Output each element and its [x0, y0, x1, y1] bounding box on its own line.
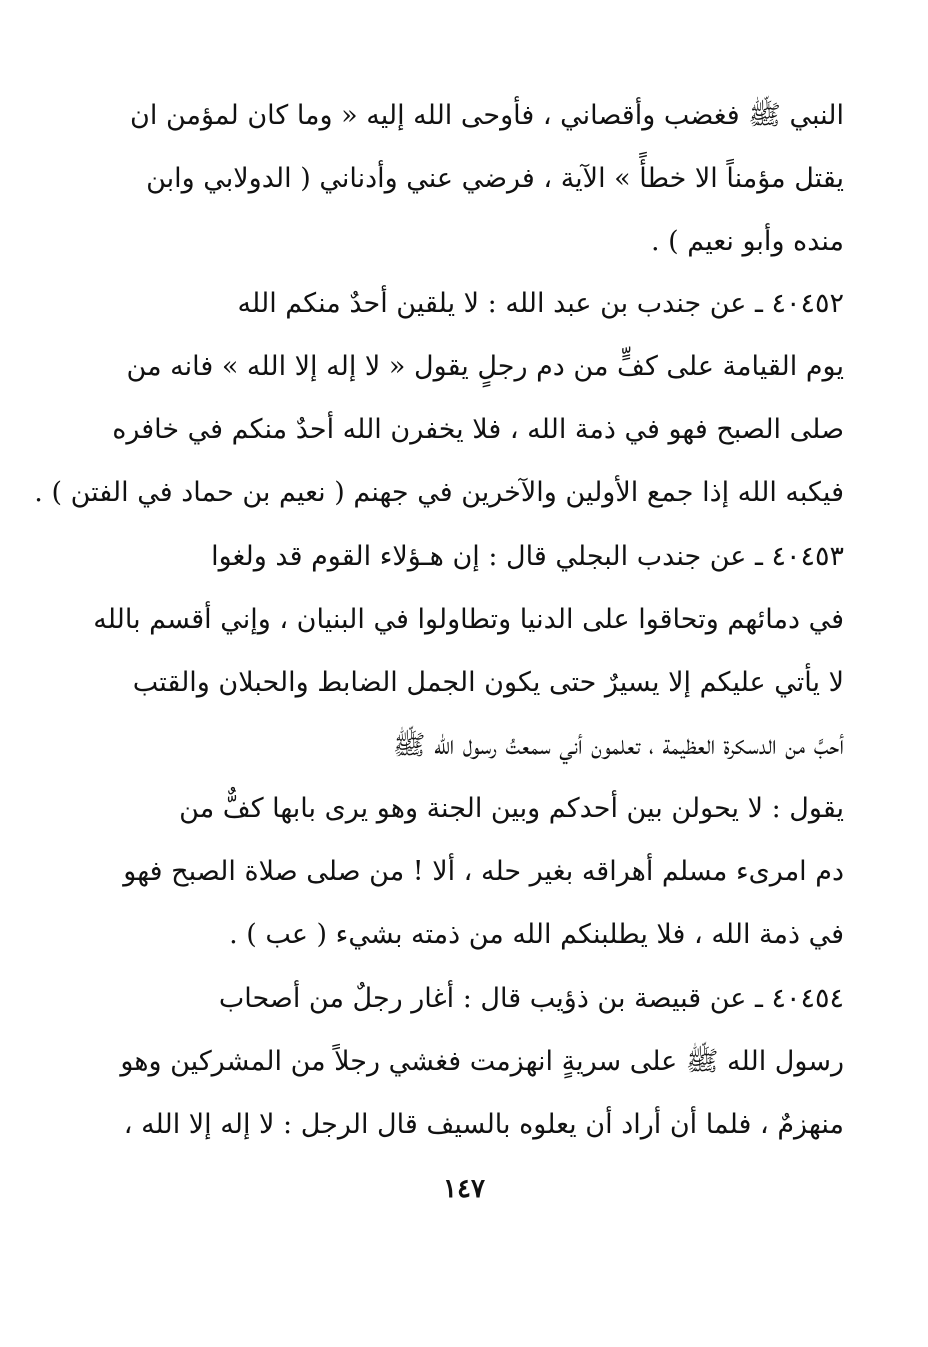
hadith-40453	[93, 525, 844, 966]
text-line: يوم القيامة على كفٍّ من دم رجلٍ يقول « لا إله إلا الله » فانه من	[126, 351, 844, 382]
hadith-40454	[120, 967, 844, 1156]
text-line: منهزمٌ ، فلما أن أراد أن يعلوه بالسيف قال الرجل : لا إله إلا الله ،	[123, 1109, 844, 1140]
text-line: صلى الصبح فهو في ذمة الله ، فلا يخفرن الله أحدٌ منكم في خافره	[112, 414, 844, 445]
text-line: أحبَّ من الدسكرة العظيمة ، تعلمون أني سمعتُ رسول الله ﷺ	[392, 730, 844, 761]
text-line: النبي ﷺ فغضب وأقصاني ، فأوحى الله إليه « وما كان لمؤمن ان	[130, 100, 844, 131]
text-line: في دمائهم وتحاقوا على الدنيا وتطاولوا في البنيان ، وإني أقسم بالله	[93, 604, 844, 635]
text-line: دم امرىء مسلم أهراقه بغير حله ، ألا ! من صلى صلاة الصبح فهو	[123, 856, 844, 887]
text-line: يقتل مؤمناً الا خطأً » الآية ، فرضي عني وأدناني ( الدولابي وابن	[146, 163, 844, 194]
text-line: فيكبه الله إذا جمع الأولين والآخرين في جهنم ( نعيم بن حماد في الفتن ) .	[34, 477, 844, 508]
text-line: ٤٠٤٥٤ ـ عن قبيصة بن ذؤيب قال : أغار رجلٌ من أصحاب	[218, 983, 844, 1014]
text-line: ٤٠٤٥٢ ـ عن جندب بن عبد الله : لا يلقين أحدٌ منكم الله	[237, 288, 844, 319]
page-number: ١٤٧	[443, 1174, 485, 1204]
text-line: لا يأتي عليكم إلا يسيرٌ حتى يكون الجمل الضابط والحبلان والقتب	[132, 667, 844, 698]
text-line: منده وأبو نعيم ) .	[650, 226, 844, 257]
text-line: رسول الله ﷺ على سريةٍ انهزمت فغشي رجلاً من المشركين وهو	[120, 1046, 844, 1077]
text-line: في ذمة الله ، فلا يطلبنكم الله من ذمته بشيء ( عب ) .	[229, 919, 844, 950]
hadith-40452	[34, 272, 844, 524]
text-line: ٤٠٤٥٣ ـ عن جندب البجلي قال : إن هـؤلاء القوم قد ولغوا	[211, 541, 844, 572]
paragraph-continuation	[132, 84, 844, 273]
text-line: يقول : لا يحولن بين أحدكم وبين الجنة وهو يرى بابها كفٌّ من	[179, 793, 844, 824]
